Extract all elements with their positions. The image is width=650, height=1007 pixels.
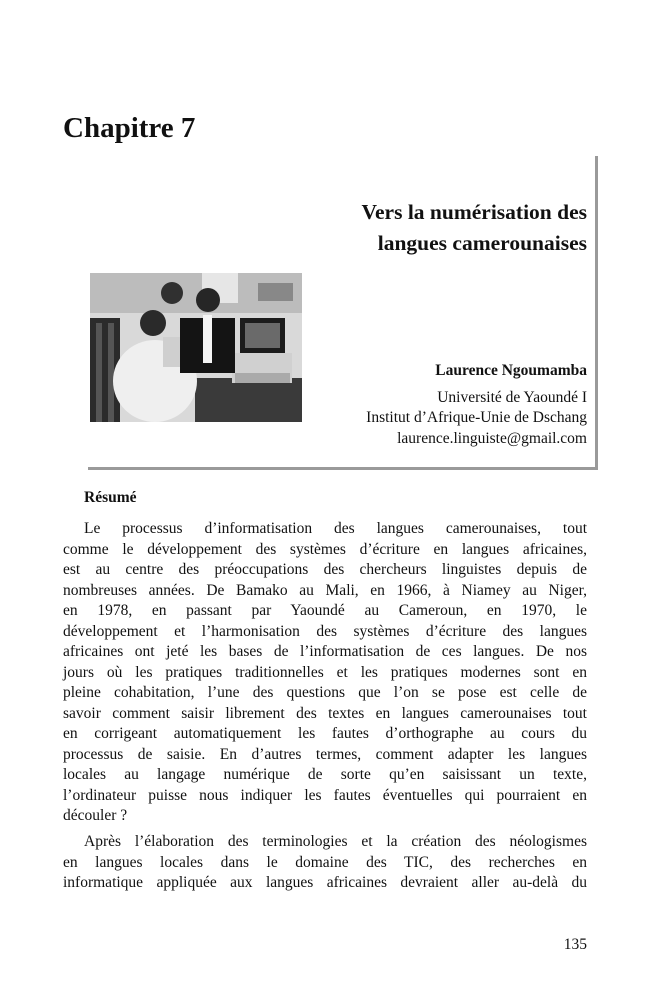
text-line: savoir comment saisir librement des textes en langues camerounaises tout — [63, 704, 587, 722]
abstract-paragraph — [63, 519, 587, 827]
frame-border-right — [595, 156, 598, 470]
text-line: en 1978, en passant par Yaoundé au Cameroun, en 1970, le — [63, 602, 587, 619]
text-line: informatique appliquée aux langues africaines devraient aller au-delà du — [63, 874, 587, 891]
text-line: est au centre des préoccupations des chercheurs linguistes depuis de — [63, 561, 587, 578]
text-line: Après l’élaboration des terminologies et la création des néologismes — [84, 833, 587, 850]
text-line: processus de saisie. En d’autres termes, comment adapter les langues — [63, 745, 587, 763]
text-line: découler ? — [63, 807, 128, 824]
author-info — [287, 361, 587, 449]
frame-border-bottom — [88, 467, 598, 470]
text-line: développement et l’harmonisation des systèmes d’écriture des langues — [63, 622, 587, 640]
author-email: laurence.linguiste@gmail.com — [397, 429, 587, 447]
title-line: Vers la numérisation des — [361, 200, 587, 224]
page-number: 135 — [563, 936, 587, 953]
text-line: Le processus d’informatisation des langues camerounaises, tout — [84, 520, 587, 537]
text-line: en corrigeant automatiquement les fautes d’orthographe au cours du — [63, 725, 587, 742]
text-line: jours où les pratiques traditionnelles et les pratiques modernes sont en — [63, 663, 587, 681]
text-line: locales au langage numérique de sorte qu’en saisissant un texte, — [63, 766, 587, 783]
author-affiliation: Université de Yaoundé I — [437, 388, 587, 406]
text-line: pleine cohabitation, l’une des questions que l’on se pose est celle de — [63, 684, 587, 701]
text-line: l’ordinateur puisse nous indiquer les fautes éventuelles qui pourraient en — [63, 786, 587, 804]
text-line: nombreuses années. De Bamako au Mali, en 1966, à Niamey au Niger, — [63, 581, 587, 599]
author-name: Laurence Ngoumamba — [435, 362, 587, 379]
abstract-heading: Résumé — [84, 489, 137, 506]
text-line: africaines ont jeté les bases de l’informatisation de ces langues. De nos — [63, 643, 587, 660]
chapter-heading: Chapitre 7 — [63, 112, 196, 144]
author-photo — [90, 273, 302, 422]
author-affiliation: Institut d’Afrique-Unie de Dschang — [366, 409, 587, 426]
text-line: comme le développement des systèmes d’écriture en langues africaines, — [63, 540, 587, 558]
title-line: langues camerounaises — [377, 231, 587, 255]
body-paragraph — [63, 832, 587, 894]
text-line: en langues locales dans le domaine des TIC, des recherches en — [63, 853, 587, 871]
article-title — [287, 197, 587, 259]
